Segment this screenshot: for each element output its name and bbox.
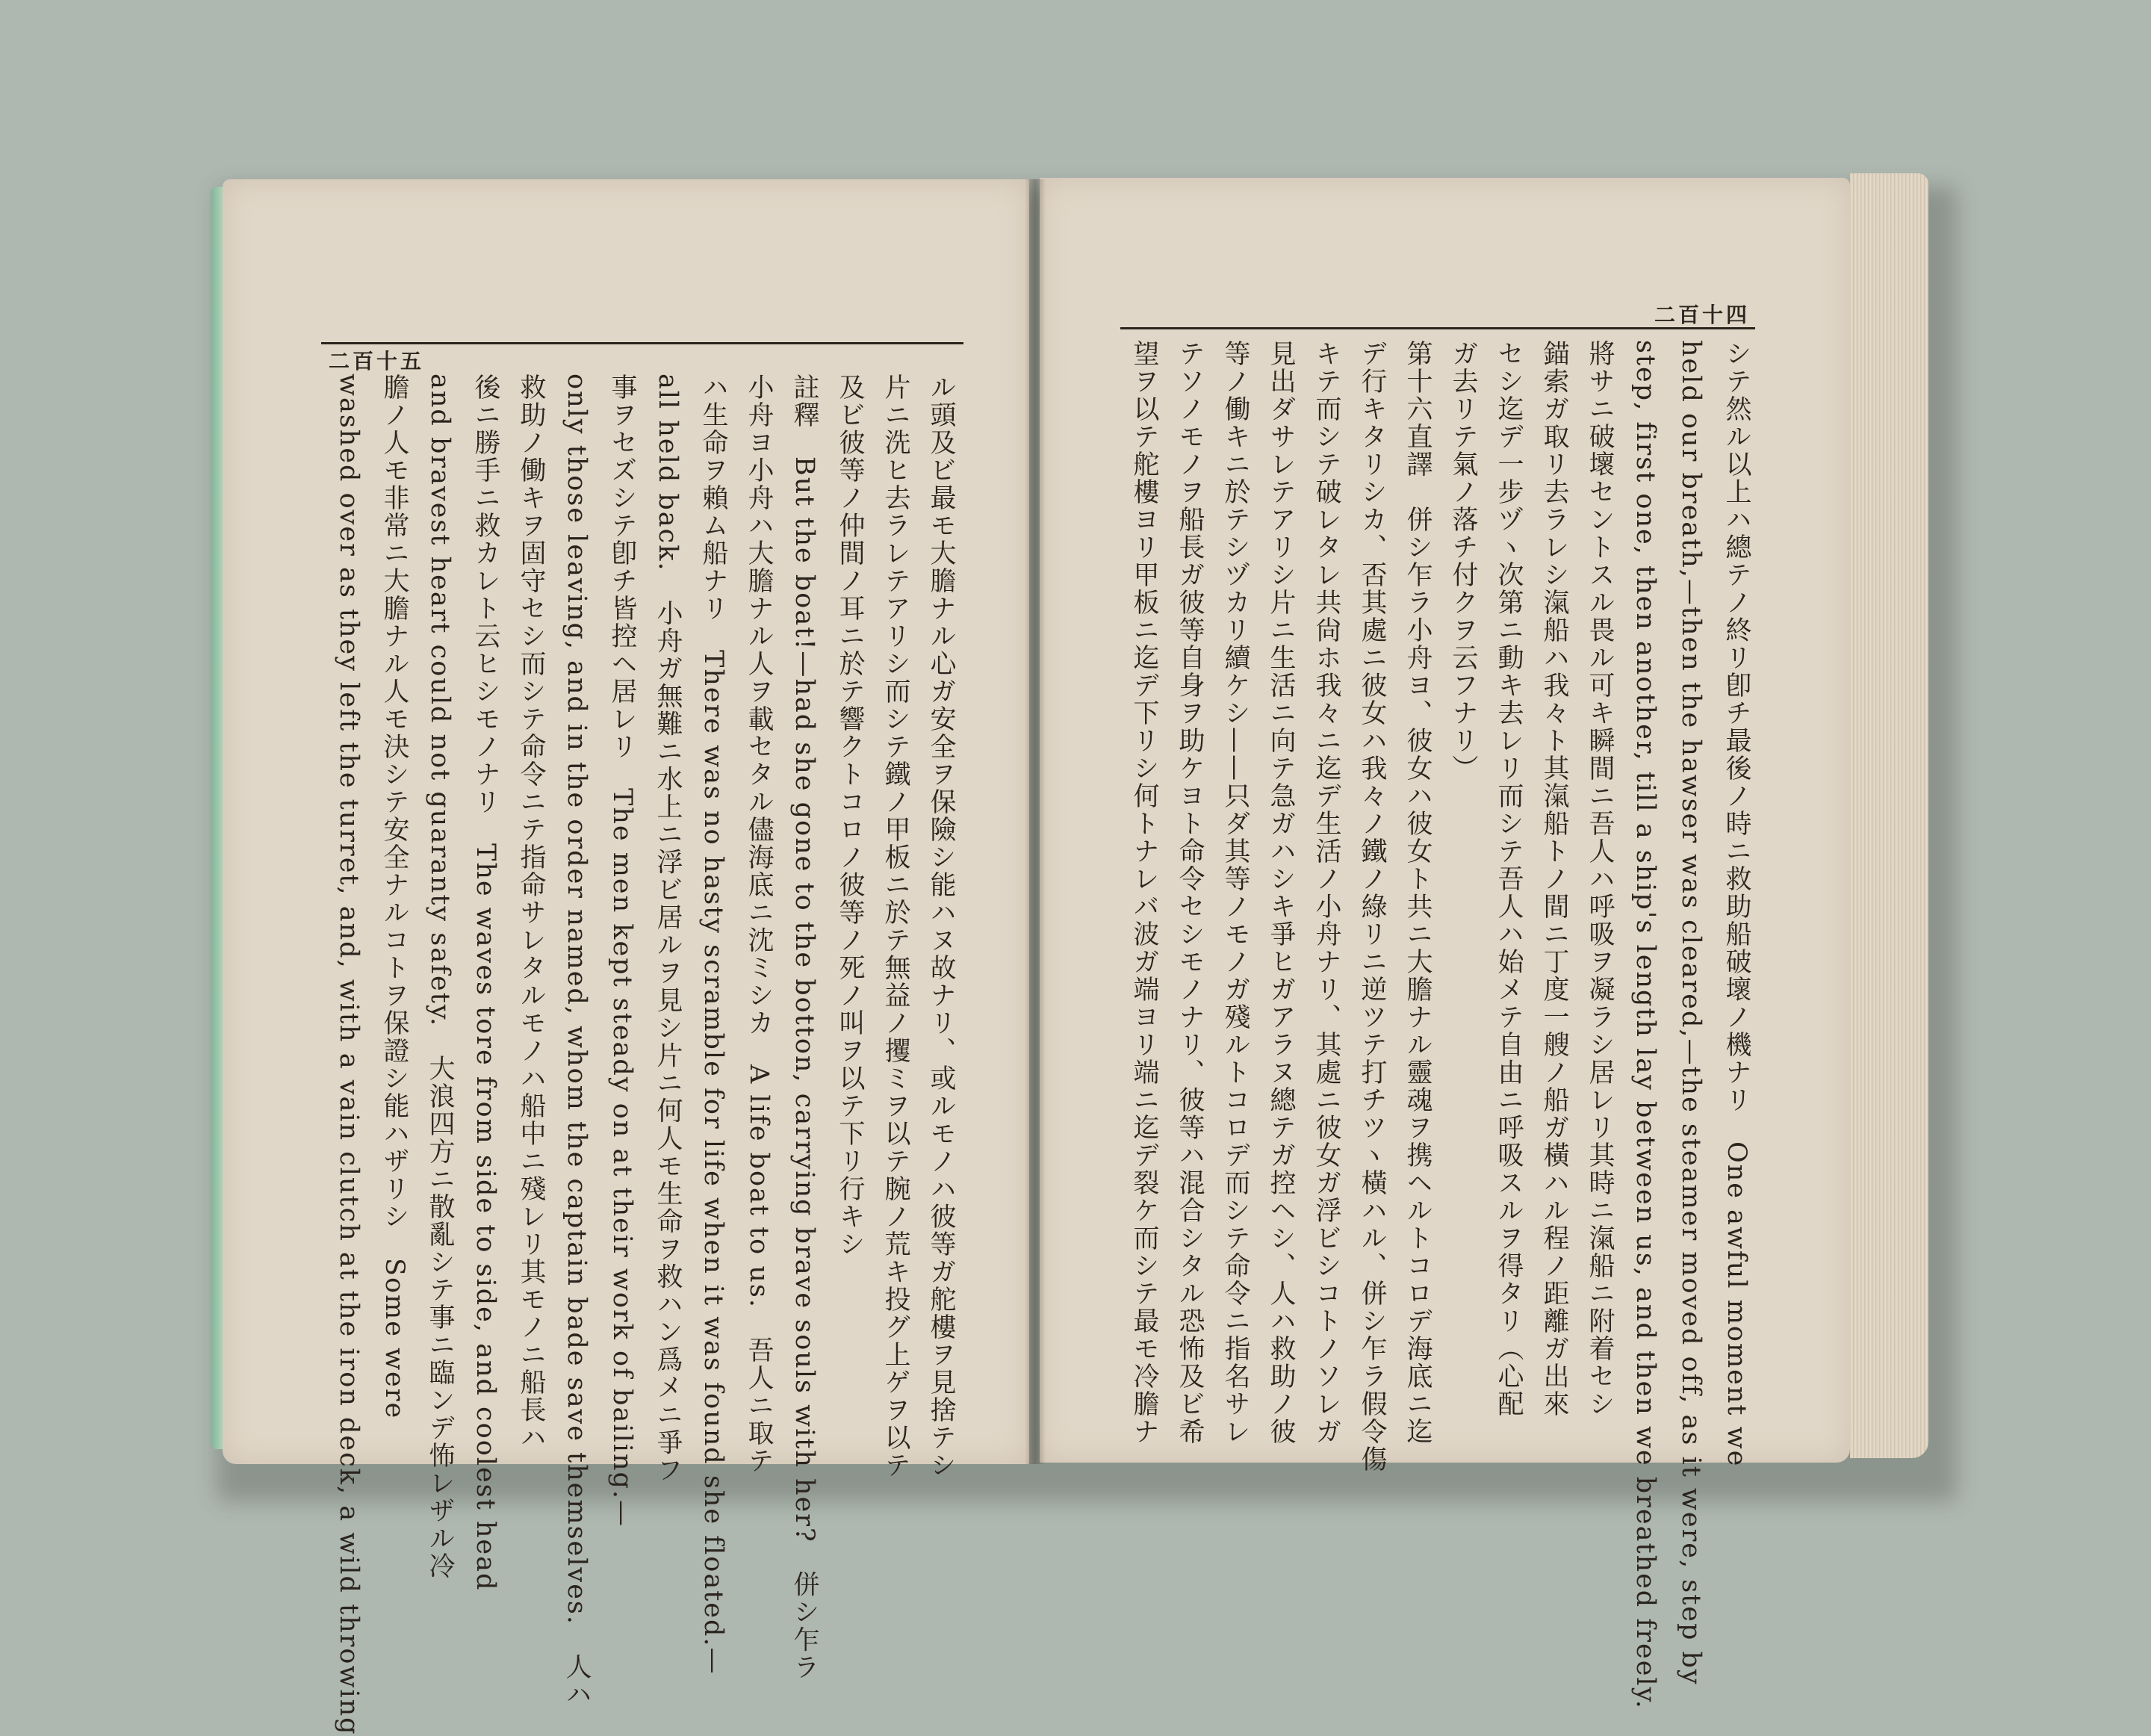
text-line: デ行キタリシカ、否其處ニ彼女ハ我々ノ鐵ノ綠リニ逆ツテ打チツヽ橫ハル、併シ乍ラ假令傷 (1357, 340, 1387, 1473)
left-page-number: 二百十五 (329, 349, 425, 373)
text-line: 將サニ破壞セントスル畏ル可キ瞬間ニ吾人ハ呼吸ヲ凝ラシ居レリ其時ニ滊船ニ附着セシ (1585, 340, 1615, 1418)
text-line: all held back. 小舟ガ無難ニ水上ニ浮ビ居ルヲ見シ片ニ何人モ生命ヲ救ハン爲メニ爭フ (653, 373, 683, 1484)
right-page-number: 二百十四 (1654, 303, 1751, 327)
text-line: only those leaving, and in the order named, whom the captain bade save themselves. 人ハ (562, 373, 592, 1709)
text-line: 及ビ彼等ノ仲間ノ耳ニ於テ響クトコロノ彼等ノ死ノ叫ヲ以テ下リ行キシ (835, 373, 865, 1258)
text-line: ハ生命ヲ賴ム船ナリ There was no hasty scramble for life when it was found she floated.— (698, 373, 728, 1675)
text-line: and bravest heart could not guaranty safety. 大浪四方ニ散亂シテ事ニ臨ンデ怖レザル冷 (425, 373, 455, 1581)
text-line: washed over as they left the turret, and, with a vain clutch at the iron deck, a wild throwing (334, 373, 364, 1736)
text-line: シテ然ル以上ハ總テノ終リ卽チ最後ノ時ニ救助船破壞ノ機ナリ One awful moment we (1722, 340, 1751, 1468)
text-line: step, first one, then another, till a ship's length lay between us, and then we breathed freely. (1630, 340, 1660, 1710)
text-line: 錨索ガ取リ去ラレシ滊船ハ我々ト其滊船トノ間ニ丁度一艘ノ船ガ橫ハル程ノ距離ガ出來 (1539, 340, 1569, 1418)
text-line: セシ迄デ一步ヅヽ次第ニ動キ去レリ而シテ吾人ハ始メテ自由ニ呼吸スルヲ得タリ（心配 (1494, 340, 1524, 1418)
left-page-text (332, 373, 963, 1736)
text-line: 望ヲ以テ舵樓ヨリ甲板ニ迄デ下リシ何トナレバ波ガ端ヨリ端ニ迄デ裂ケ而シテ最モ冷膽ナ (1129, 340, 1159, 1445)
right-header-rule (1120, 327, 1755, 329)
text-line: 事ヲセズシテ卽チ皆控ヘ居レリ The men kept steady on at their work of bailing.— (607, 373, 637, 1528)
right-page-text (1124, 340, 1759, 1710)
text-line: キテ而シテ破レタレ共尙ホ我々ニ迄デ生活ノ小舟ナリ、其處ニ彼女ガ浮ビシコトノソレガ (1312, 340, 1341, 1445)
text-line: 救助ノ働キヲ固守セシ而シテ命令ニテ指命サレタルモノハ船中ニ殘レリ其モノニ船長ハ (516, 373, 546, 1451)
text-line: 小舟ヨ小舟ハ大膽ナル人ヲ載セタル儘海底ニ沈ミシカ A life boat to us. 吾人ニ取テ (744, 373, 774, 1475)
text-line: 等ノ働キニ於テシヅカリ續ケシ——只ダ其等ノモノガ殘ルトコロデ而シテ命令ニ指名サレ (1220, 340, 1250, 1445)
text-line: 膽ノ人モ非常ニ大膽ナル人モ決シテ安全ナルコトヲ保證シ能ハザリシ Some were (379, 373, 409, 1420)
text-line: 片ニ洗ヒ去ラレテアリシ而シテ鐵ノ甲板ニ於テ無益ノ攫ミヲ以テ腕ノ荒キ投グ上ゲヲ以テ (881, 373, 910, 1479)
book-gutter (1025, 179, 1046, 1464)
text-line: ガ去リテ氣ノ落チ付クヲ云フナリ） (1448, 340, 1478, 782)
left-header-rule (321, 342, 963, 344)
text-line: テソノモノヲ船長ガ彼等自身ヲ助ケヨト命令セシモノナリ、彼等ハ混合シタル恐怖及ビ希 (1175, 340, 1205, 1445)
text-line: 後ニ勝手ニ救カレト云ヒシモノナリ The waves tore from side to side, and coolest head (471, 373, 500, 1592)
text-line: 見出ダサレテアリシ片ニ生活ニ向テ急ガハシキ爭ヒガアラヌ總テガ控ヘシ、人ハ救助ノ彼 (1266, 340, 1296, 1445)
text-line: held our breath,—then the hawser was cleared,—the steamer moved off, as it were, step by (1676, 340, 1706, 1686)
text-line: ル頭及ビ最モ大膽ナル心ガ安全ヲ保險シ能ハヌ故ナリ、或ルモノハ彼等ガ舵樓ヲ見捨テシ (926, 373, 956, 1479)
page-edges (1850, 173, 1928, 1458)
text-line: 註釋 But the boat!—had she gone to the botton, carrying brave souls with her? 併シ乍ラ (789, 373, 819, 1681)
text-line: 第十六直譯 併シ乍ラ小舟ヨ、彼女ハ彼女ト共ニ大膽ナル靈魂ヲ携ヘルトコロデ海底ニ迄 (1403, 340, 1433, 1445)
